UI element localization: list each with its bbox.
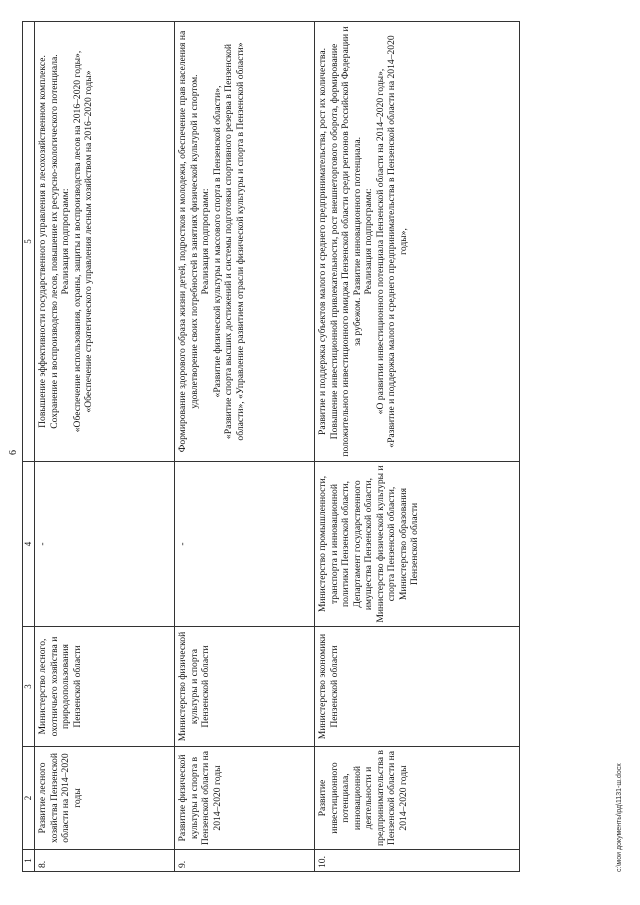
row-number: 9. — [175, 850, 315, 872]
row-number: 8. — [35, 850, 175, 872]
goal-text: «Развитие спорта высших достижений и системы подготовки спортивного резерва в Пензенской области», «Управление развитием отрасли физической культуры и спорта в Пензенской области» — [223, 42, 246, 441]
goal-text: Реализация подпрограмм: — [363, 188, 374, 295]
program-name: Развитие лесного хозяйства Пензенской области на 2014–2020 годы — [35, 747, 175, 850]
table-row — [315, 22, 520, 872]
goal-text: «Обеспечение использования, охраны, защиты и воспроизводства лесов на 2016–2020 годы», — [71, 50, 83, 433]
goal-text: Повышение инвестиционной привлекательности, рост внешнеторгового оборота, формирование положительного инвестиционного имиджа Пензенской области среди регионов Российской Федерации и за рубежом. Развитие инновационного потенциала. — [328, 26, 363, 457]
goal-text: «Развитие и поддержка малого и среднего предпринимательства в Пензенской области на 2014–2020 годы», — [386, 35, 409, 448]
program-name: Развитие физической культуры и спорта в Пензенской области на 2014–2020 годы — [175, 747, 315, 850]
row-number: 10. — [315, 850, 520, 872]
co-executors: - — [35, 462, 175, 627]
program-goals — [315, 22, 520, 462]
goal-text: «Обеспечение стратегического управления лесным хозяйством на 2016–2020 годы» — [83, 70, 94, 413]
goal-text: Повышение эффективности государственного управления в лесохозяйственном комплексе. — [37, 55, 48, 428]
program-goals — [175, 22, 315, 462]
file-path-footer: c:\мои документы\рд\1131-ш.docx — [616, 763, 623, 872]
program-name: Развитие инвестиционного потенциала, инновационной деятельности и предпринимательства в Пензенской области на 2014–2020 годы — [315, 747, 520, 850]
column-header: 5 — [23, 22, 35, 462]
page-number: 6 — [8, 450, 19, 455]
responsible-executor: Министерство экономики Пензенской области — [315, 627, 520, 747]
goal-text: Развитие и поддержка субъектов малого и среднего предпринимательства, рост их количества. — [317, 48, 328, 435]
column-header: 3 — [23, 627, 35, 747]
table-row — [35, 22, 175, 872]
column-header: 2 — [23, 747, 35, 850]
goal-text: «О развитии инвестиционного потенциала Пензенской области на 2014–2020 годы», — [374, 68, 386, 415]
table-row — [175, 22, 315, 872]
column-header: 1 — [23, 850, 35, 872]
program-table — [22, 21, 520, 872]
goal-text: Формирование здорового образа жизни детей, подростков и молодежи, обеспечение прав населения на удовлетворение своих потребностей в занятиях физической культурой и спортом. — [177, 30, 200, 453]
co-executors: - — [175, 462, 315, 627]
goal-text: Реализация подпрограмм: — [200, 188, 211, 295]
goal-text: Сохранение и воспроизводство лесов, повышение их ресурсно-экологического потенциала. — [48, 54, 60, 429]
goal-text: «Развитие физической культуры и массового спорта в Пензенской области», — [211, 85, 223, 398]
goal-text: Реализация подпрограмм: — [60, 188, 71, 295]
responsible-executor: Министерство физической культуры и спорта Пензенской области — [175, 627, 315, 747]
column-header: 4 — [23, 462, 35, 627]
co-executors: Министерство промышленности, транспорта и инновационной политики Пензенской области, Департамент государственного имущества Пензенской области, Министерство физической культуры и спорта Пензенской области, Министерство образования Пензенской области — [315, 462, 520, 627]
program-goals — [35, 22, 175, 462]
table-header-row — [23, 22, 35, 872]
responsible-executor: Министерство лесного, охотничьего хозяйства и природопользования Пензенской области — [35, 627, 175, 747]
